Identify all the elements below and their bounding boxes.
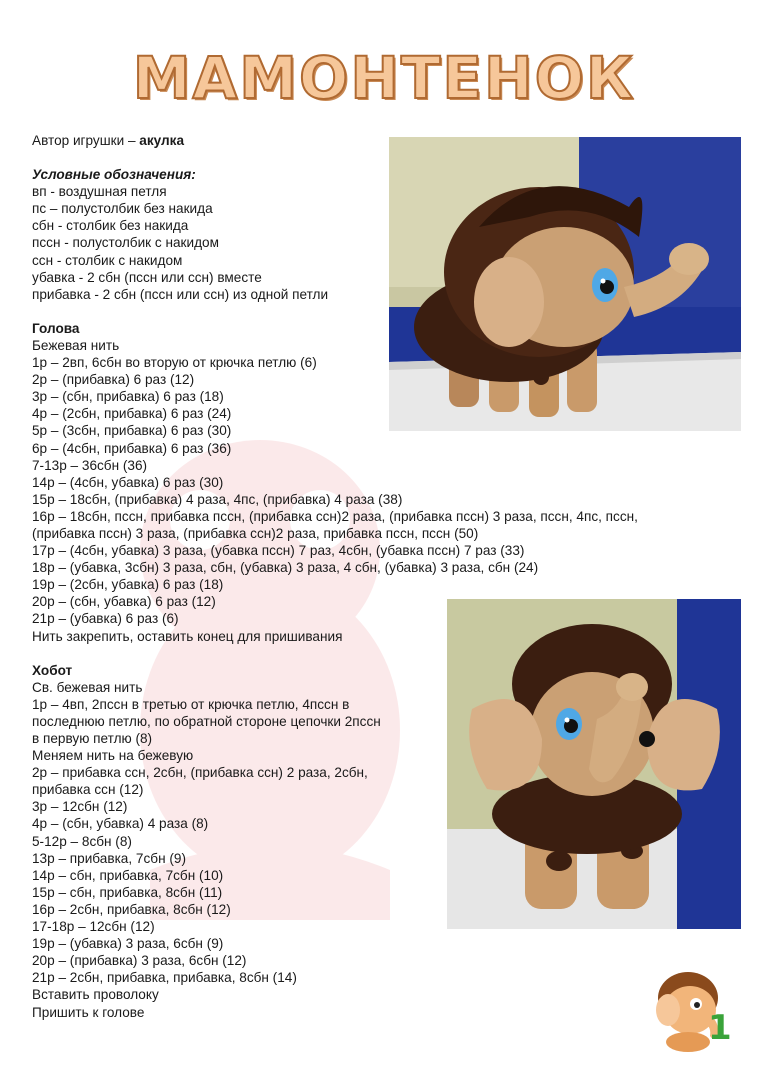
legend-item: ссн - столбик с накидом xyxy=(32,252,183,268)
instruction-row: 2р – (прибавка) 6 раз (12) xyxy=(32,372,195,388)
instruction-row: 2р – прибавка ссн, 2сбн, (прибавка ссн) 2 раза, 2сбн, xyxy=(32,765,368,781)
instruction-row: 15р – сбн, прибавка, 8сбн (11) xyxy=(32,884,223,900)
legend-item: прибавка - 2 сбн (пссн или ссн) из одной петли xyxy=(32,286,329,302)
mammoth-side-photo xyxy=(389,137,741,431)
instruction-row: 21р – (убавка) 6 раз (6) xyxy=(32,611,179,627)
legend-item: вп - воздушная петля xyxy=(32,184,167,200)
instruction-row: (прибавка пссн) 3 раза, (прибавка ссн)2 раза, прибавка пссн, пссн (50) xyxy=(32,525,479,541)
instruction-row: 20р – (сбн, убавка) 6 раз (12) xyxy=(32,594,216,610)
instruction-row: в первую петлю (8) xyxy=(32,731,153,746)
legend-heading: Условные обозначения: xyxy=(32,167,196,183)
author-name: акулка xyxy=(139,133,185,148)
legend-item: сбн - столбик без накида xyxy=(32,218,189,234)
instruction-row: 3р – 12сбн (12) xyxy=(32,799,128,815)
instruction-row: 7-13р – 36сбн (36) xyxy=(32,457,148,473)
instruction-row: 19р – (2сбн, убавка) 6 раз (18) xyxy=(32,577,224,593)
instruction-row: 5р – (3сбн, прибавка) 6 раз (30) xyxy=(32,423,232,439)
instruction-row: Пришить к голове xyxy=(32,1004,145,1020)
author-line: Автор игрушки – акулка xyxy=(32,133,185,148)
instruction-row: 13р – прибавка, 7сбн (9) xyxy=(32,850,186,866)
trunk-heading: Хобот xyxy=(32,662,73,678)
instruction-row: Св. бежевая нить xyxy=(32,679,143,695)
instruction-row: прибавка ссн (12) xyxy=(32,782,144,798)
instruction-row: 16р – 18сбн, пссн, прибавка пссн, (прибавка ссн)2 раза, (прибавка пссн) 3 раза, пссн, 4пс, пссн, xyxy=(32,508,638,524)
legend-item: пс – полустолбик без накида xyxy=(32,201,213,217)
instruction-row: Нить закрепить, оставить конец для пришивания xyxy=(32,628,343,644)
page-number: 1 xyxy=(708,1008,732,1048)
instruction-row: 14р – (4сбн, убавка) 6 раз (30) xyxy=(32,474,224,490)
instruction-row: 16р – 2сбн, прибавка, 8сбн (12) xyxy=(32,901,231,917)
instruction-row: 15р – 18сбн, (прибавка) 4 раза, 4пс, (прибавка) 4 раза (38) xyxy=(32,491,403,507)
instruction-row: 3р – (сбн, прибавка) 6 раз (18) xyxy=(32,389,224,405)
legend-item: пссн - полустолбик с накидом xyxy=(32,235,219,251)
instruction-row: Вставить проволоку xyxy=(32,987,159,1003)
instruction-row: 4р – (сбн, убавка) 4 раза (8) xyxy=(32,816,209,832)
instruction-row: 18р – (убавка, 3сбн) 3 раза, сбн, (убавка) 3 раза, 4 сбн, (убавка) 3 раза, сбн (24) xyxy=(32,560,539,576)
instruction-row: 17-18р – 12сбн (12) xyxy=(32,919,155,935)
instruction-row: 19р – (убавка) 3 раза, 6сбн (9) xyxy=(32,936,224,952)
instruction-row: 14р – сбн, прибавка, 7сбн (10) xyxy=(32,867,224,883)
instruction-row: последнюю петлю, по обратной стороне цепочки 2пссн xyxy=(32,713,381,729)
instruction-row: 21р – 2сбн, прибавка, прибавка, 8сбн (14) xyxy=(32,970,297,986)
head-heading: Голова xyxy=(32,320,80,336)
instruction-row: 20р – (прибавка) 3 раза, 6сбн (12) xyxy=(32,953,247,969)
instruction-row: 5-12р – 8сбн (8) xyxy=(32,833,132,849)
mammoth-front-photo xyxy=(447,599,741,929)
instruction-row: Меняем нить на бежевую xyxy=(32,748,194,764)
instruction-row: Бежевая нить xyxy=(32,337,120,353)
page-title: МАМОНТЕНОК xyxy=(132,44,636,112)
legend-item: убавка - 2 сбн (пссн или ссн) вместе xyxy=(32,269,262,285)
instruction-row: 1р – 2вп, 6сбн во вторую от крючка петлю (6) xyxy=(32,355,317,371)
instruction-row: 17р – (4сбн, убавка) 3 раза, (убавка пссн) 7 раз, 4сбн, (убавка пссн) 7 раз (33) xyxy=(32,543,525,559)
instruction-row: 6р – (4сбн, прибавка) 6 раз (36) xyxy=(32,440,232,456)
instruction-row: 4р – (2сбн, прибавка) 6 раз (24) xyxy=(32,406,232,422)
instruction-row: 1р – 4вп, 2пссн в третью от крючка петлю, 4пссн в xyxy=(32,696,350,712)
